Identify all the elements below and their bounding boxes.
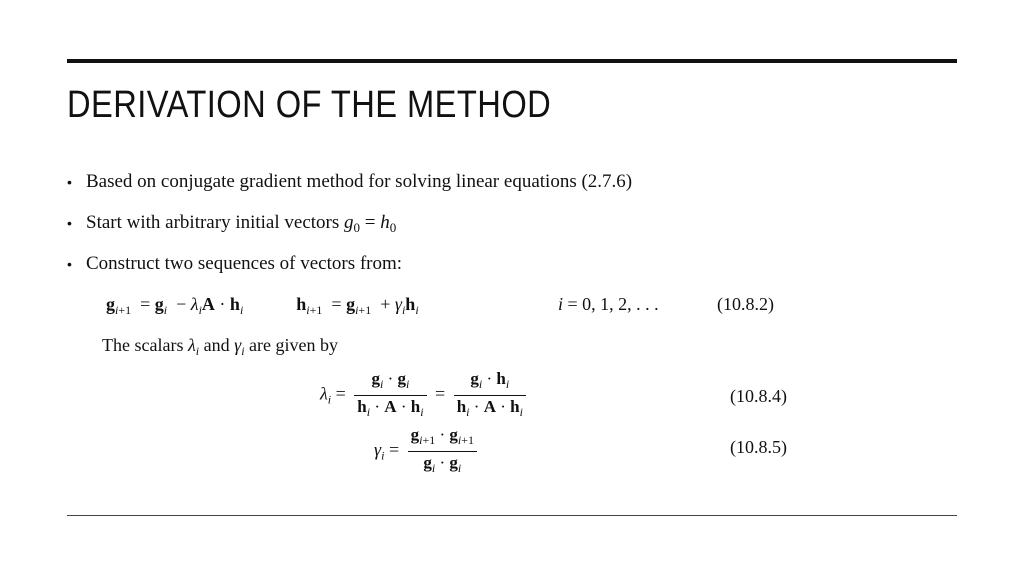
equation-number: (10.8.5) bbox=[730, 437, 787, 457]
bullet-text: Based on conjugate gradient method for solving linear equations (2.7.6) bbox=[86, 171, 633, 192]
equation-10-8-5: $\gamma_i$ = $\frac{g_{i+1} \cdot g_{i+1}}{g_i \cdot g_i}$ bbox=[374, 424, 481, 479]
equation-figure bbox=[100, 290, 820, 490]
inline-math: $g_0 = h_0$ bbox=[344, 212, 397, 235]
bullet-text: Start with arbitrary initial vectors bbox=[86, 212, 345, 233]
equation-number: (10.8.4) bbox=[730, 386, 787, 406]
bullet-item bbox=[67, 252, 632, 276]
equation-intro: The scalars $\lambda_i$ and $\gamma_i$ are given by bbox=[102, 335, 339, 358]
title-rule bbox=[67, 59, 957, 63]
bullet-icon: • bbox=[67, 256, 72, 272]
bullet-list bbox=[67, 170, 632, 293]
equation-range: i = 0, 1, 2, . . . bbox=[558, 294, 659, 314]
bullet-icon: • bbox=[67, 174, 72, 190]
bullet-text: Construct two sequences of vectors from: bbox=[86, 253, 403, 274]
slide-title: DERIVATION OF THE METHOD bbox=[67, 84, 552, 126]
bullet-item bbox=[67, 211, 632, 235]
bullet-icon: • bbox=[67, 215, 72, 231]
bullet-item bbox=[67, 170, 632, 194]
footer-rule bbox=[67, 515, 957, 516]
equation-number: (10.8.2) bbox=[717, 294, 774, 314]
equation-10-8-2: $g_{i+1} = g_i - \lambda_iA \cdot h_i$ $h_{i+1} = g_{i+1} + \gamma_ih_i$ bbox=[106, 294, 419, 317]
equation-10-8-4: $\lambda_i$ = $\frac{g_i \cdot g_i}{h_i \cdot A \cdot h_i}$ = $\frac{g_i \cdot h_i}{h_i \cdot A \cdot h_i}$ bbox=[320, 368, 530, 423]
